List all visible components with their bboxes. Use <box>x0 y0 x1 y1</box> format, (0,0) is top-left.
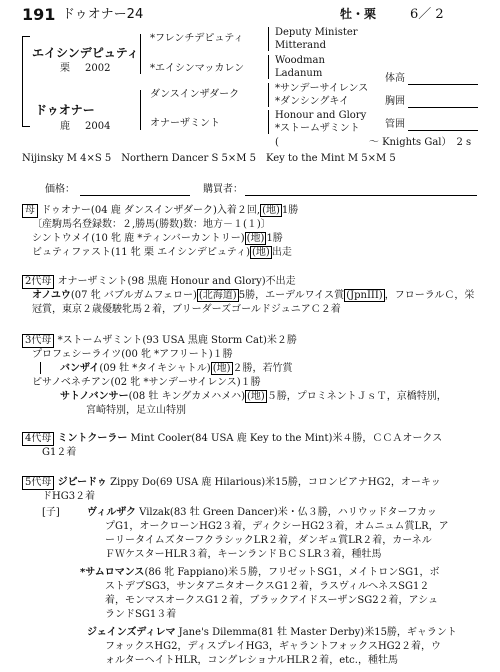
progeny-text: (86 牝 Fappiano)米５勝，フリゼットSG1，メイトロンSG1，ボ <box>144 567 440 578</box>
progeny-continuation: ランドSG1３着 <box>105 609 177 620</box>
progeny-row: プロフェシーライツ(00 牝 *アフリート)１勝 <box>32 349 233 360</box>
progeny-continuation: プG1，オークローンHG2３着，ディクシーHG2３着，オムニュム賞LR，ア <box>105 521 449 532</box>
pedigree-bracket <box>22 36 23 126</box>
progeny-continuation: 着，モンマスオークスG1２着，ブラックアイドスーザンSG2２着，アシュ <box>105 595 438 606</box>
progeny-text: ，フローラルＣ，栄冠賞，東京２歳優駿牝馬２着，ブリーダーズゴールドジュニアＣ２着 <box>32 290 475 315</box>
progeny-end: 1勝 <box>266 233 283 244</box>
local-badge: (地) <box>212 363 231 374</box>
bracket <box>268 83 269 107</box>
child-label: [子] <box>42 507 60 518</box>
bracket <box>268 110 269 134</box>
dam-name: ドゥオナー <box>35 103 95 117</box>
second-dam-progeny <box>32 289 480 316</box>
progeny-row <box>32 246 292 260</box>
buyer-field[interactable] <box>245 195 477 196</box>
horse-name: ジェインズディレマ <box>87 627 176 638</box>
sex-color: 牡・栗 <box>340 7 377 21</box>
section-label: 2代母 <box>22 275 54 289</box>
sire-dam-sire: Woodman <box>275 55 325 66</box>
buyer-label: 購買者： <box>203 184 243 195</box>
dam-dam-sire: Honour and Glory <box>275 110 367 121</box>
progeny-row <box>87 626 457 640</box>
cannon-label: 管囲 <box>385 119 405 130</box>
progeny-continuation: フォックスHG2，ディスプレイHG3，ギャラントフォックスHG2２着，ウ <box>105 641 442 652</box>
horse-name: ミントクーラー <box>57 433 128 444</box>
horse-name: *サムロマンス <box>80 567 145 578</box>
horse-name: ジピードゥ <box>57 477 107 488</box>
sire-name: エイシンデピュティ <box>32 46 139 60</box>
pedigree-extra-line: ( ～ Knights Gal） 2 s <box>275 137 472 148</box>
section-label: 母 <box>22 204 38 218</box>
sire-year: 2002 <box>85 63 111 74</box>
progeny-row <box>60 390 447 404</box>
section-label: 4代母 <box>22 432 54 446</box>
progeny-end: ５勝，プロミネントＪｓＴ，京橋特別， <box>266 391 447 402</box>
progeny-text: 5勝，エーデルワイス賞 <box>238 290 345 301</box>
grade-badge: (JpnIII) <box>346 290 383 301</box>
fourth-dam-line: Mint Cooler(84 USA 鹿 Key to the Mint)米４勝，ＣＣＡオークス <box>127 433 443 444</box>
dam-sire: ダンスインザダーク <box>150 89 240 100</box>
cannon-field[interactable] <box>408 130 478 131</box>
sire-sire-sire: Deputy Minister <box>275 27 358 38</box>
dam-line-end: 1勝 <box>281 205 299 216</box>
local-badge: (地) <box>246 233 265 244</box>
local-badge: (地) <box>247 391 265 402</box>
dam-bracket <box>140 90 141 130</box>
horse-name: ドゥオナー24 <box>62 7 144 22</box>
horse-name: オノユウ <box>32 290 71 301</box>
sire-color: 栗 <box>60 63 70 74</box>
third-dam-section <box>22 334 297 348</box>
local-badge: (北海道) <box>198 290 237 301</box>
second-dam-line: オナーザミント(98 黒鹿 Honour and Glory)不出走 <box>57 276 296 287</box>
chest-field[interactable] <box>408 107 478 108</box>
progeny-row <box>87 506 437 520</box>
lot-number: 191 <box>22 5 56 24</box>
progeny-text: (09 牡 *タイキシャトル) <box>99 363 211 374</box>
bracket <box>268 27 269 51</box>
progeny-text: (08 牡 キングカメハメハ) <box>128 391 245 402</box>
section-label: 5代母 <box>22 476 54 490</box>
fifth-dam-continuation: ドHG3２着 <box>42 491 96 502</box>
fifth-dam-section <box>22 476 441 490</box>
progeny-continuation: ォルターヘイトHLR，コングレショナルHLR２着，etc.，種牡馬 <box>105 655 398 666</box>
progeny-continuation: 宮崎特別，足立山特別 <box>86 405 186 416</box>
fourth-dam-section <box>22 432 442 446</box>
dam-sire-dam: *ダンシングキイ <box>275 96 349 107</box>
height-label: 体高 <box>385 73 405 84</box>
chest-label: 胸囲 <box>385 96 405 107</box>
progeny-text: (07 牝 バブルガムフェロー) <box>70 290 197 301</box>
fourth-dam-continuation: G1２着 <box>42 447 77 458</box>
progeny-row <box>60 362 293 376</box>
dam-section <box>22 204 298 218</box>
sire-bracket <box>140 34 141 74</box>
progeny-row <box>32 232 283 246</box>
horse-name: サトノバンサー <box>60 391 129 402</box>
inbreeding: Nijinsky M 4×S 5 Northern Dancer S 5×M 5 Key to the Mint M 5×M 5 <box>22 153 396 164</box>
horse-name: バンザイ <box>60 363 100 374</box>
progeny-continuation: ストデブSG3，サンタアニタオークスG1２着，ラスヴィルへネスSG1２ <box>105 581 430 592</box>
sale-date: 6／ 2 <box>410 7 444 22</box>
sire-sire-dam: Mitterand <box>275 40 326 51</box>
dam-dam: オナーザミント <box>150 118 220 129</box>
pedigree-bracket <box>22 36 30 37</box>
fifth-dam-line: Zippy Do(69 USA 鹿 Hilarious)米15勝，コロンビアナHG2，オーキッ <box>106 477 441 488</box>
bracket <box>268 55 269 79</box>
progeny-continuation: ーリータイムズターフクラシックLR２着，ダンギュ賞LR２着，カーネル <box>105 535 432 546</box>
price-label: 価格： <box>45 184 75 195</box>
pedigree-bracket <box>22 126 30 127</box>
section-label: 3代母 <box>22 334 54 348</box>
progeny-text: ビュティファスト(11 牝 栗 エイシンデピュティ) <box>32 247 251 258</box>
dam-dam-dam: *ストームザミント <box>275 123 360 134</box>
dam-year: 2004 <box>85 121 111 132</box>
local-badge: (地) <box>262 205 280 216</box>
dam-line: ドゥオナー(04 鹿 ダンスインザダーク)入着２回, <box>41 205 261 216</box>
progeny-end: 出走 <box>271 247 292 258</box>
second-dam-section <box>22 275 296 289</box>
progeny-text: Vilzak(83 牡 Green Dancer)米・仏３勝，ハリウッドターフカッ <box>136 507 437 518</box>
sire-sire: *フレンチデピュティ <box>150 33 244 44</box>
price-field[interactable] <box>80 195 190 196</box>
dam-color: 鹿 <box>60 121 70 132</box>
progeny-text: シントウメイ(10 牝 鹿 *ティンバーカントリー) <box>32 233 245 244</box>
progeny-text: Jane's Dilemma(81 牡 Master Derby)米15勝，ギャラント <box>175 627 457 638</box>
third-dam-line: *ストームザミント(93 USA 黒鹿 Storm Cat)米２勝 <box>57 335 297 346</box>
dam-sire-sire: *サンデーサイレンス <box>275 83 369 94</box>
height-field[interactable] <box>408 84 478 85</box>
lineage-bar <box>40 362 41 374</box>
progeny-continuation: ＦＷケスターHLR３着，キーンランドＢＣＳLR３着，種牡馬 <box>105 549 382 560</box>
progeny-row: ピサノベネチアン(02 牝 *サンデーサイレンス)１勝 <box>32 377 261 388</box>
local-badge: (地) <box>252 247 270 258</box>
progeny-row <box>80 566 439 580</box>
dam-progeny-summary: 〔産駒馬名登録数：２,勝馬(勝数)数：地方－１(１)〕 <box>32 219 271 230</box>
progeny-end: ２勝，若竹賞 <box>232 363 293 374</box>
sire-dam-dam: Ladanum <box>275 68 323 79</box>
sire-dam: *エイシンマッカレン <box>150 63 245 74</box>
horse-name: ヴィルザク <box>87 507 136 518</box>
